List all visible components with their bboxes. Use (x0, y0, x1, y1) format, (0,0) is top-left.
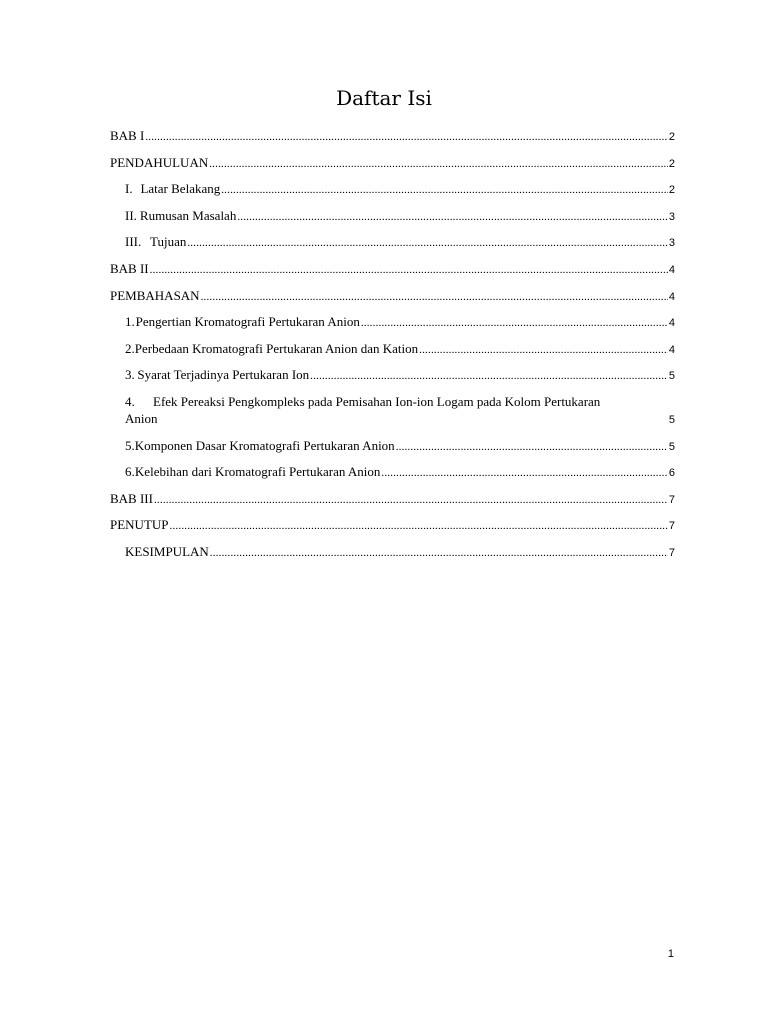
toc-entry-text: PENDAHULUAN (110, 154, 209, 170)
toc-entry-text: Kelebihan dari Kromatografi Pertukaran Anion (134, 464, 381, 480)
toc-entry-text: Syarat Terjadinya Pertukaran Ion (137, 367, 310, 383)
toc-entry-page: 2 (668, 157, 675, 170)
toc-leader-dots (419, 342, 668, 359)
toc-entry-text: Perbedaan Kromatografi Pertukaran Anion dan Kation (134, 340, 419, 356)
toc-entry-rumusan-masalah[interactable] (110, 207, 675, 226)
toc-entry-pembahasan[interactable] (110, 287, 675, 306)
toc-entry-komponen[interactable] (110, 437, 675, 456)
toc-entry-text: Efek Pereaksi Pengkompleks pada Pemisahan Ion-ion Logam pada Kolom Pertukaran (153, 393, 601, 409)
toc-entry-pendahuluan[interactable] (110, 154, 675, 173)
toc-entry-text: PENUTUP (110, 517, 169, 533)
toc-entry-page: 5 (668, 370, 675, 383)
toc-entry-page: 6 (668, 467, 675, 480)
toc-entry-text: BAB I (110, 128, 145, 143)
toc-entry-number: 5. (125, 437, 135, 453)
toc-entry-number: 4. (125, 393, 135, 409)
toc-leader-dots (150, 262, 668, 279)
toc-entry-text: Pengertian Kromatografi Pertukaran Anion (135, 314, 360, 330)
toc-leader-dots (396, 439, 668, 456)
toc-entry-kesimpulan[interactable] (110, 543, 675, 562)
toc-entry-text: Rumusan Masalah (139, 207, 237, 223)
toc-leader-dots (221, 182, 668, 199)
toc-leader-dots (170, 518, 668, 535)
toc-entry-line-1 (110, 393, 675, 410)
toc-entry-text: Tujuan (149, 234, 187, 250)
toc-leader-dots (154, 492, 668, 509)
toc-entry-text: BAB II (110, 260, 149, 276)
toc-entry-text: Komponen Dasar Kromatografi Pertukaran Anion (134, 437, 395, 453)
toc-entry-text-cont: Anion (125, 410, 158, 426)
toc-entry-pengertian[interactable] (110, 313, 675, 332)
toc-entry-number: 3. (125, 367, 135, 383)
toc-entry-number: I. (125, 181, 133, 197)
toc-entry-text: PEMBAHASAN (110, 287, 200, 303)
toc-entry-number: II. (125, 207, 137, 223)
toc-entry-page: 4 (668, 290, 675, 303)
toc-entry-page: 5 (668, 440, 675, 453)
table-of-contents (110, 127, 675, 570)
toc-entry-page: 7 (668, 520, 675, 533)
toc-entry-number: 1. (125, 314, 135, 330)
toc-leader-dots (310, 368, 668, 385)
toc-entry-page: 5 (668, 413, 675, 426)
toc-entry-page: 4 (668, 343, 675, 356)
toc-entry-bab-1[interactable] (110, 127, 675, 146)
toc-entry-page: 4 (668, 263, 675, 276)
toc-entry-syarat[interactable] (110, 366, 675, 385)
toc-entry-tujuan[interactable] (110, 233, 675, 252)
toc-entry-page: 2 (668, 131, 675, 143)
toc-entry-text: BAB III (110, 490, 153, 506)
toc-entry-text: Latar Belakang (140, 181, 221, 197)
toc-leader-dots (145, 129, 668, 146)
toc-leader-dots (361, 315, 668, 332)
toc-leader-dots (201, 289, 668, 306)
toc-leader-dots (210, 545, 668, 562)
toc-entry-text: KESIMPULAN (125, 543, 209, 559)
page-number: 1 (667, 948, 674, 960)
toc-leader-dots (381, 465, 667, 482)
toc-entry-page: 7 (668, 546, 675, 559)
toc-entry-perbedaan[interactable] (110, 340, 675, 359)
toc-entry-line-2 (110, 410, 675, 429)
toc-entry-efek-pereaksi[interactable] (110, 393, 675, 429)
toc-entry-number: 6. (125, 464, 135, 480)
toc-entry-page: 3 (668, 210, 675, 223)
toc-entry-latar-belakang[interactable] (110, 180, 675, 199)
page-title: Daftar Isi (336, 86, 432, 110)
toc-entry-penutup[interactable] (110, 516, 675, 535)
toc-entry-page: 7 (668, 493, 675, 506)
toc-entry-page: 2 (668, 184, 675, 197)
toc-entry-bab-3[interactable] (110, 490, 675, 509)
toc-leader-dots (187, 235, 668, 252)
toc-leader-dots (237, 209, 668, 226)
toc-leader-dots (209, 156, 668, 173)
toc-entry-page: 3 (668, 237, 675, 250)
toc-entry-number: III. (125, 234, 142, 250)
toc-entry-page: 4 (668, 317, 675, 330)
toc-entry-bab-2[interactable] (110, 260, 675, 279)
toc-entry-kelebihan[interactable] (110, 463, 675, 482)
toc-entry-number: 2. (125, 340, 135, 356)
